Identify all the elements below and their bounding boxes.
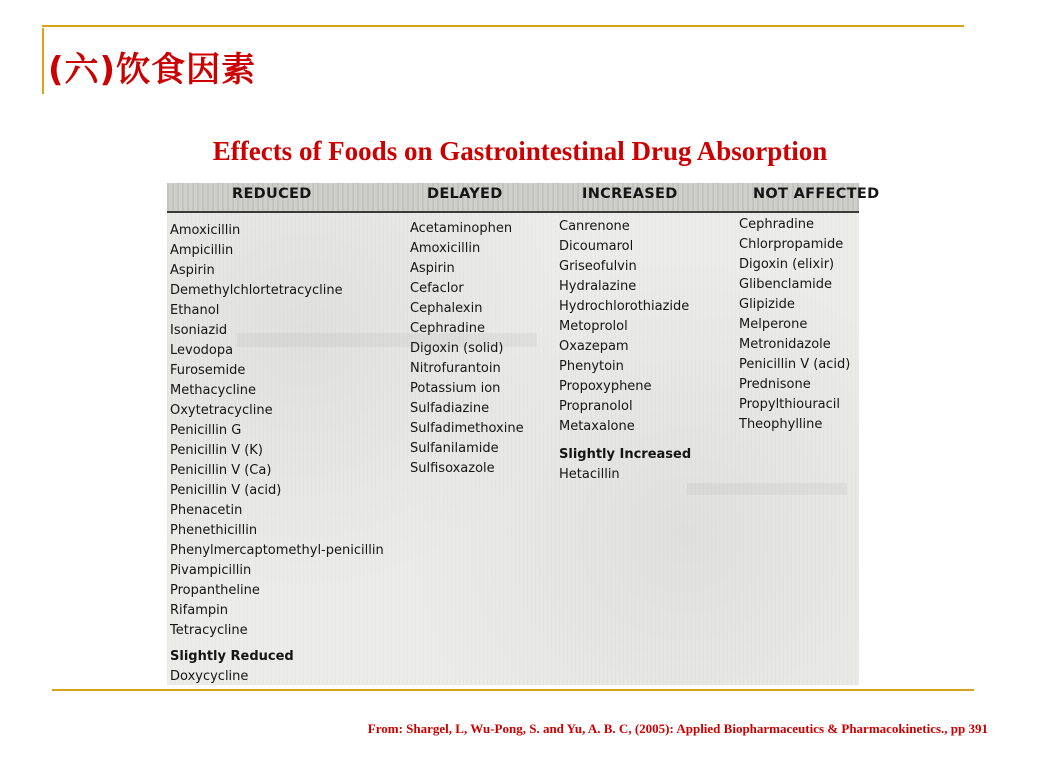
drug-name: Nitrofurantoin [410, 361, 501, 376]
drug-name: Metoprolol [559, 319, 628, 334]
not-affected-list [739, 215, 850, 435]
column-not-affected [739, 215, 850, 435]
drug-name: Phenethicillin [170, 523, 258, 538]
header-not-affected: NOT AFFECTED [753, 186, 880, 202]
drug-name: Metaxalone [559, 419, 635, 434]
drug-name: Canrenone [559, 219, 630, 234]
drug-name: Sulfadiazine [410, 401, 490, 416]
drug-name: Chlorpropamide [739, 237, 844, 252]
reduced-list [170, 221, 384, 641]
drug-name: Glipizide [739, 297, 795, 312]
delayed-list [410, 219, 524, 479]
drug-name: Griseofulvin [559, 259, 637, 274]
drug-name: Demethylchlortetracycline [170, 283, 343, 298]
drug-name: Penicillin V (Ca) [170, 463, 272, 478]
drug-name: Aspirin [410, 261, 455, 276]
drug-name: Amoxicillin [410, 241, 481, 256]
drug-name: Amoxicillin [170, 223, 241, 238]
slightly-increased-label: Slightly Increased [559, 447, 692, 462]
slide-title: (六)饮食因素 [48, 50, 257, 90]
drug-name: Tetracycline [170, 623, 248, 638]
drug-name: Propranolol [559, 399, 633, 414]
drug-name: Rifampin [170, 603, 228, 618]
drug-name: Potassium ion [410, 381, 501, 396]
top-accent-line [42, 25, 964, 27]
drug-name: Penicillin G [170, 423, 242, 438]
drug-name: Cefaclor [410, 281, 464, 296]
bottom-accent-line [52, 689, 974, 691]
drug-name: Hydrochlorothiazide [559, 299, 690, 314]
header-reduced: REDUCED [232, 186, 312, 202]
drug-name: Digoxin (elixir) [739, 257, 835, 272]
drug-name: Methacycline [170, 383, 256, 398]
drug-name: Theophylline [739, 417, 823, 432]
drug-name: Sulfisoxazole [410, 461, 495, 476]
drug-name: Hydralazine [559, 279, 637, 294]
drug-name: Isoniazid [170, 323, 228, 338]
drug-name: Prednisone [739, 377, 811, 392]
drug-name: Phenacetin [170, 503, 243, 518]
slightly-reduced-label: Slightly Reduced [170, 649, 294, 664]
header-increased: INCREASED [582, 186, 678, 202]
drug-name: Glibenclamide [739, 277, 833, 292]
header-delayed: DELAYED [427, 186, 503, 202]
drug-name: Penicillin V (K) [170, 443, 263, 458]
drug-name: Ethanol [170, 303, 220, 318]
scanned-table-image [167, 183, 880, 685]
drug-name: Digoxin (solid) [410, 341, 504, 356]
drug-name: Metronidazole [739, 337, 831, 352]
drug-name: Propoxyphene [559, 379, 652, 394]
left-accent-line [42, 28, 44, 94]
drug-name: Phenylmercaptomethyl-penicillin [170, 543, 384, 558]
drug-name: Sulfadimethoxine [410, 421, 524, 436]
drug-name: Levodopa [170, 343, 234, 358]
citation: From: Shargel, L, Wu-Pong, S. and Yu, A. B. C, (2005): Applied Biopharmaceutics & Pharmacokinetics., pp 391 [367, 721, 988, 736]
drug-name: Aspirin [170, 263, 215, 278]
drug-name: Hetacillin [559, 467, 620, 482]
slide-subtitle: Effects of Foods on Gastrointestinal Drug Absorption [212, 136, 828, 166]
column-delayed [410, 219, 524, 479]
drug-name: Furosemide [170, 363, 246, 378]
scan-artifact [687, 483, 847, 495]
drug-name: Doxycycline [170, 669, 249, 684]
drug-name: Pivampicillin [170, 563, 252, 578]
drug-name: Penicillin V (acid) [170, 483, 282, 498]
column-reduced [170, 221, 384, 687]
drug-name: Cephalexin [410, 301, 483, 316]
increased-list [559, 217, 691, 437]
drug-name: Phenytoin [559, 359, 624, 374]
drug-name: Oxazepam [559, 339, 629, 354]
column-increased [559, 217, 691, 485]
drug-name: Dicoumarol [559, 239, 634, 254]
drug-name: Oxytetracycline [170, 403, 273, 418]
drug-name: Melperone [739, 317, 808, 332]
drug-name: Sulfanilamide [410, 441, 499, 456]
slightly-reduced-list [170, 667, 384, 687]
drug-name: Acetaminophen [410, 221, 513, 236]
slightly-increased-list [559, 465, 691, 485]
drug-name: Penicillin V (acid) [739, 357, 851, 372]
drug-name: Cephradine [739, 217, 814, 232]
drug-name: Propantheline [170, 583, 260, 598]
drug-name: Ampicillin [170, 243, 234, 258]
drug-name: Propylthiouracil [739, 397, 841, 412]
drug-name: Cephradine [410, 321, 485, 336]
table-header-bar [167, 183, 880, 213]
